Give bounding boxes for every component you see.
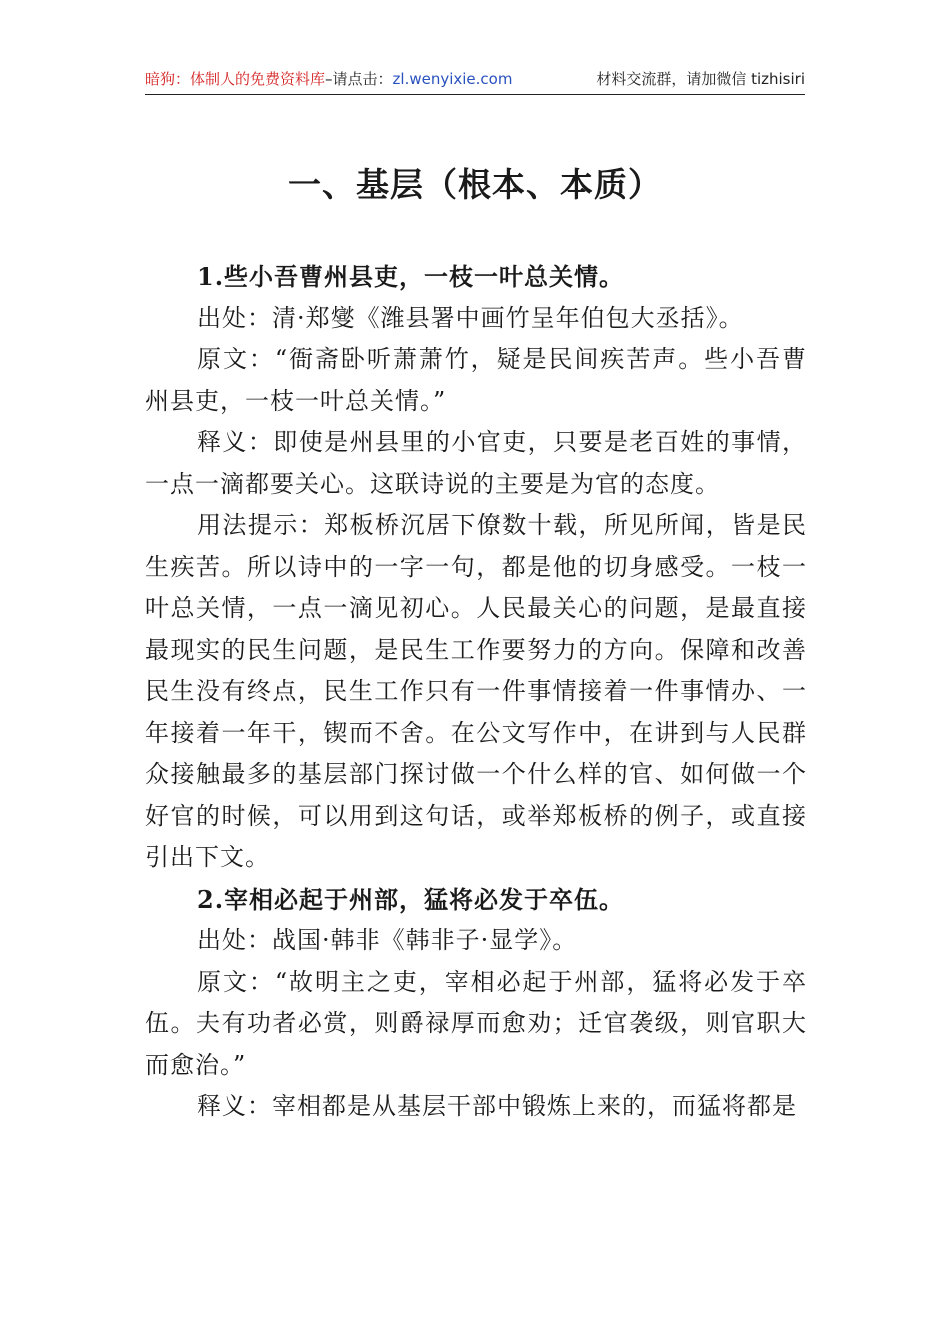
document-body xyxy=(145,256,807,1128)
header-wechat: 材料交流群，请加微信 tizhisiri xyxy=(596,70,805,88)
paragraph: 出处：战国·韩非《韩非子·显学》。 xyxy=(197,926,578,954)
paragraph: 释义：即使是州县里的小官吏，只要是老百姓的事情，一点一滴都要关心。这联诗说的主要是为官的态度。 xyxy=(145,428,807,498)
paragraph: 原文：“故明主之吏，宰相必起于州部，猛将必发于卒伍。夫有功者必赏，则爵禄厚而愈劝；迁官袭级，则官职大而愈治。” xyxy=(145,967,807,1079)
section-title: 一、基层（根本、本质） xyxy=(288,165,662,204)
paragraph: 出处：清·郑燮《潍县署中画竹呈年伯包大丞括》。 xyxy=(197,303,744,332)
paragraph: 原文：“衙斋卧听萧萧竹，疑是民间疾苦声。些小吾曹州县吏，一枝一叶总关情。” xyxy=(145,345,807,415)
header-click-prefix: –请点击： xyxy=(325,70,393,88)
quote-heading: 2.宰相必起于州部，猛将必发于卒伍。 xyxy=(197,884,625,914)
paragraph: 释义：宰相都是从基层干部中锻炼上来的，而猛将都是 xyxy=(197,1092,797,1120)
page-header xyxy=(145,66,805,95)
header-brand: 暗狗：体制人的免费资料库 xyxy=(145,70,326,88)
quote-heading: 1.些小吾曹州县吏，一枝一叶总关情。 xyxy=(197,262,625,291)
paragraph: 用法提示：郑板桥沉居下僚数十载，所见所闻，皆是民生疾苦。所以诗中的一字一句，都是他的切身感受。一枝一叶总关情，一点一滴见初心。人民最关心的问题，是最直接最现实的民生问题，是民生工作要努力的方向。保障和改善民生没有终点，民生工作只有一件事情接着一件事情办、一年接着一年干，锲而不舍。在公文写作中，在讲到与人民群众接触最多的基层部门探讨做一个什么样的官、如何做一个好官的时候，可以用到这句话，或举郑板桥的例子，或直接引出下文。 xyxy=(145,511,807,871)
header-url-link[interactable]: zl.wenyixie.com xyxy=(392,70,513,88)
